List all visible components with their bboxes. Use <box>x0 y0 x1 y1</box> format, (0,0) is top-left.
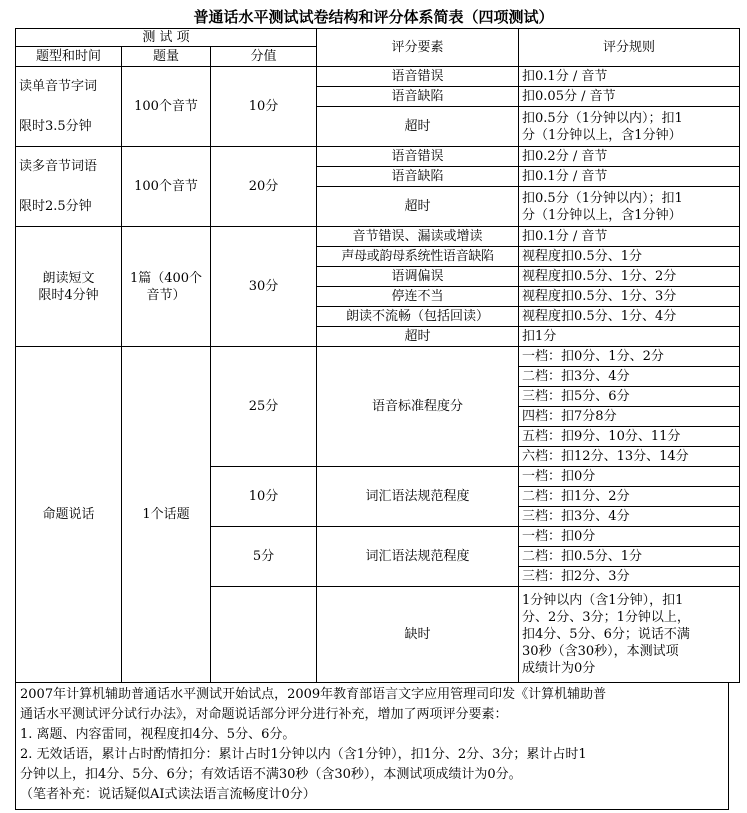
rule-cell <box>519 187 740 227</box>
section2-quantity: 100个音节 <box>122 147 211 227</box>
level-cell: 三档：扣5分、6分 <box>519 387 740 407</box>
table-row <box>16 347 740 367</box>
document-title: 普通话水平测试试卷结构和评分体系简表（四项测试） <box>193 8 554 26</box>
rule-line: 30秒（含30秒），本测试项 <box>522 644 679 659</box>
criterion-cell: 语音错误 <box>317 67 519 87</box>
rule-cell: 扣0.1分 / 音节 <box>519 67 740 87</box>
rule-line: 分（1分钟以上，含1分钟） <box>522 127 682 143</box>
header-type-time: 题型和时间 <box>16 47 122 67</box>
scoring-table <box>15 28 740 683</box>
criterion-cell: 朗读不流畅（包括回读） <box>317 307 519 327</box>
rule-line: 分（1分钟以上，含1分钟） <box>522 207 682 223</box>
section1-time: 限时3.5分钟 <box>16 107 122 147</box>
rule-line: 1分钟以内（含1分钟），扣1 <box>522 593 684 608</box>
criterion-cell: 语调偏误 <box>317 267 519 287</box>
table-row <box>16 227 740 247</box>
rule-cell: 扣0.2分 / 音节 <box>519 147 740 167</box>
rule-cell: 视程度扣0.5分、1分 <box>519 247 740 267</box>
level-cell: 四档：扣7分8分 <box>519 407 740 427</box>
section2-name: 读多音节词语 <box>16 147 122 187</box>
rule-line: 扣0.5分（1分钟以内）；扣1 <box>522 110 683 126</box>
note-line: 分钟以上，扣4分、5分、6分；有效话语不满30秒（含30秒），本测试项成绩计为0分。 <box>20 767 522 782</box>
header-score: 分值 <box>211 47 317 67</box>
rule-line: 成绩计为0分 <box>522 661 596 676</box>
note-line: 2007年计算机辅助普通话水平测试开始试点，2009年教育部语言文字应用管理司印发《计算机辅助普 <box>20 687 607 702</box>
note-line: 通话水平测试评分试行办法》，对命题说话部分评分进行补充，增加了两项评分要素： <box>20 707 508 722</box>
section4-score-5: 5分 <box>211 527 317 587</box>
header-rules: 评分规则 <box>519 29 740 67</box>
section4-score-25: 25分 <box>211 347 317 467</box>
level-cell: 二档：扣3分、4分 <box>519 367 740 387</box>
note-line: 2. 无效话语，累计占时酌情扣分：累计占时1分钟以内（含1分钟），扣1分、2分、3分；累计占时1 <box>20 747 587 762</box>
rule-line: 分、2分、3分；1分钟以上， <box>522 610 690 625</box>
level-cell: 二档：扣0.5分、1分 <box>519 547 740 567</box>
criterion-cell: 停连不当 <box>317 287 519 307</box>
criterion-cell: 语音缺陷 <box>317 87 519 107</box>
rule-cell: 扣0.1分 / 音节 <box>519 227 740 247</box>
quantity-line: 音节） <box>146 287 186 303</box>
level-cell: 一档：扣0分 <box>519 527 740 547</box>
level-cell: 一档：扣0分 <box>519 467 740 487</box>
note-line: 1. 离题、内容雷同，视程度扣4分、5分、6分。 <box>20 727 296 742</box>
criterion-cell: 语音错误 <box>317 147 519 167</box>
criterion-cell: 语音标准程度分 <box>317 347 519 467</box>
rule-cell <box>519 107 740 147</box>
criterion-cell: 音节错误、漏读或增读 <box>317 227 519 247</box>
rule-cell: 扣0.05分 / 音节 <box>519 87 740 107</box>
section4-quantity: 1个话题 <box>122 347 211 683</box>
level-cell: 二档：扣1分、2分 <box>519 487 740 507</box>
level-cell: 三档：扣3分、4分 <box>519 507 740 527</box>
table-row <box>16 67 740 87</box>
header-test-items: 测 试 项 <box>16 29 317 47</box>
section1-name: 读单音节字词 <box>16 67 122 107</box>
rule-cell: 视程度扣0.5分、1分、3分 <box>519 287 740 307</box>
section3-name: 朗读短文 <box>42 270 95 286</box>
criterion-cell: 超时 <box>317 187 519 227</box>
section4-score-empty <box>211 587 317 683</box>
quantity-line: 1篇（400个 <box>129 270 203 286</box>
rule-cell: 视程度扣0.5分、1分、2分 <box>519 267 740 287</box>
rule-line: 扣4分、5分、6分；说话不满 <box>522 627 690 642</box>
section4-name: 命题说话 <box>16 347 122 683</box>
section3-time: 限时4分钟 <box>38 287 99 303</box>
rule-cell <box>519 587 740 683</box>
section1-quantity: 100个音节 <box>122 67 211 147</box>
rule-line: 扣0.5分（1分钟以内）；扣1 <box>522 190 683 206</box>
section4-score-10: 10分 <box>211 467 317 527</box>
header-row <box>16 29 740 47</box>
criterion-cell: 超时 <box>317 327 519 347</box>
header-criteria: 评分要素 <box>317 29 519 67</box>
level-cell: 一档：扣0分、1分、2分 <box>519 347 740 367</box>
section3-quantity <box>122 227 211 347</box>
criterion-cell: 声母或韵母系统性语音缺陷 <box>317 247 519 267</box>
section3-name-time <box>16 227 122 347</box>
criterion-cell: 超时 <box>317 107 519 147</box>
note-line: （笔者补充：说话疑似AI式读法语言流畅度计0分） <box>20 787 316 802</box>
criterion-cell: 词汇语法规范程度 <box>317 467 519 527</box>
section2-time: 限时2.5分钟 <box>16 187 122 227</box>
criterion-cell: 缺时 <box>317 587 519 683</box>
table-row <box>16 147 740 167</box>
section3-score: 30分 <box>211 227 317 347</box>
rule-cell: 视程度扣0.5分、1分、4分 <box>519 307 740 327</box>
rule-cell: 扣0.1分 / 音节 <box>519 167 740 187</box>
header-quantity: 题量 <box>122 47 211 67</box>
section2-score: 20分 <box>211 147 317 227</box>
level-cell: 六档：扣12分、13分、14分 <box>519 447 740 467</box>
section1-score: 10分 <box>211 67 317 147</box>
criterion-cell: 词汇语法规范程度 <box>317 527 519 587</box>
criterion-cell: 语音缺陷 <box>317 167 519 187</box>
footnote-box <box>15 682 729 810</box>
level-cell: 五档：扣9分、10分、11分 <box>519 427 740 447</box>
level-cell: 三档：扣2分、3分 <box>519 567 740 587</box>
rule-cell: 扣1分 <box>519 327 740 347</box>
